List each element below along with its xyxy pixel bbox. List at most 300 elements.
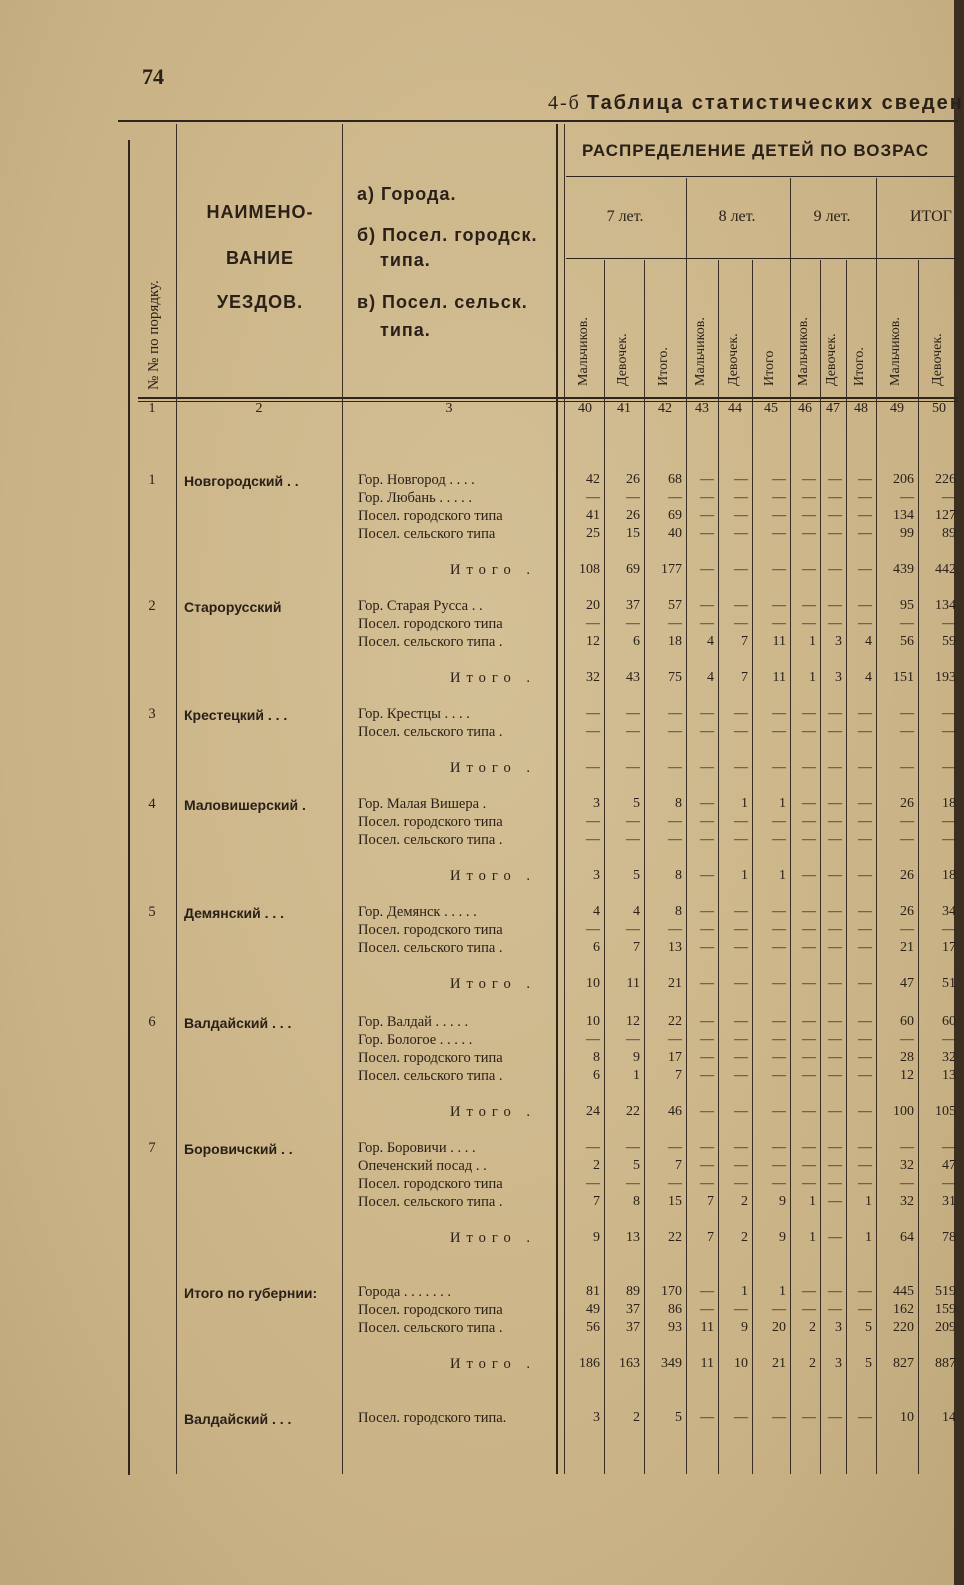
data-cell: — [900,1140,914,1155]
data-cell: — [802,1158,816,1173]
data-cell: 1 [809,1230,816,1245]
column-number: 1 [148,401,156,416]
data-cell: 127 [935,508,956,523]
column-number: 45 [764,401,778,416]
data-cell: — [772,1410,786,1425]
data-cell: — [858,490,872,505]
data-cell: — [900,760,914,775]
data-cell: 47 [900,976,914,991]
data-cell: — [626,1176,640,1191]
data-cell: 56 [900,634,914,649]
data-cell: — [772,1140,786,1155]
data-cell: — [828,760,842,775]
data-cell: — [858,922,872,937]
data-cell: — [772,562,786,577]
data-cell: — [900,832,914,847]
data-cell: 8 [633,1194,640,1209]
data-cell: 9 [633,1050,640,1065]
data-cell: 1 [633,1068,640,1083]
data-cell: 18 [942,868,956,883]
data-cell: 1 [741,1284,748,1299]
data-cell: 32 [942,1050,956,1065]
data-cell: — [900,1032,914,1047]
data-cell: — [586,490,600,505]
data-cell: — [626,832,640,847]
data-cell: 7 [675,1068,682,1083]
data-cell: — [668,1140,682,1155]
data-cell: 26 [900,796,914,811]
data-cell: 10 [900,1410,914,1425]
district-name: Демянский . . . [184,905,285,921]
data-cell: — [626,1140,640,1155]
column-number: 50 [932,401,946,416]
settlement-label: Гор. Крестцы . . . . [358,706,470,722]
data-cell: 1 [779,1284,786,1299]
data-cell: 46 [668,1104,682,1119]
data-cell: — [828,724,842,739]
data-cell: — [734,724,748,739]
data-cell: 159 [935,1302,956,1317]
data-cell: — [802,1050,816,1065]
data-cell: 9 [741,1320,748,1335]
itogo-label: Итого . [450,760,536,776]
data-cell: — [828,616,842,631]
data-cell: — [828,940,842,955]
data-cell: — [626,490,640,505]
data-cell: 20 [586,598,600,613]
data-cell: — [734,598,748,613]
data-cell: — [828,562,842,577]
data-cell: 134 [893,508,914,523]
data-cell: — [734,940,748,955]
data-cell: — [700,1158,714,1173]
data-cell: — [858,832,872,847]
data-cell: — [802,976,816,991]
data-cell: — [734,1104,748,1119]
data-cell: — [586,616,600,631]
data-cell: — [700,1050,714,1065]
data-cell: 15 [626,526,640,541]
data-cell: — [858,796,872,811]
data-cell: 14 [942,1410,956,1425]
data-cell: — [626,1032,640,1047]
data-cell: — [700,922,714,937]
column-number: 47 [826,401,840,416]
data-cell: — [734,1068,748,1083]
district-name: Новгородский . . [184,473,299,489]
itogo-label: Итого . [450,1230,536,1246]
data-cell: — [772,490,786,505]
data-cell: 7 [593,1194,600,1209]
settlement-label: Гор. Старая Русса . . [358,598,483,614]
data-cell: 887 [935,1356,956,1371]
age-rule [566,258,958,259]
sub-column-label: Итого. [852,347,867,386]
data-cell: 7 [707,1194,714,1209]
data-cell: — [700,1284,714,1299]
data-cell: — [700,760,714,775]
data-cell: 11 [772,670,786,685]
settlement-label: Посел. городского типа. [358,1410,507,1426]
data-cell: 78 [942,1230,956,1245]
data-cell: — [772,472,786,487]
column-number: 3 [445,401,453,416]
data-cell: 17 [942,940,956,955]
settlement-label: Гор. Демянск . . . . . [358,904,477,920]
sub-column-label: Итого. [656,347,671,386]
sub-column-label: Итого [762,350,777,386]
data-cell: — [828,1068,842,1083]
data-cell: — [858,1104,872,1119]
itogo-label: Итого . [450,868,536,884]
data-cell: — [668,922,682,937]
data-cell: 439 [893,562,914,577]
data-cell: — [942,706,956,721]
data-cell: 13 [942,1068,956,1083]
data-cell: 64 [900,1230,914,1245]
data-cell: 186 [579,1356,600,1371]
data-cell: — [586,706,600,721]
data-cell: 220 [893,1320,914,1335]
data-cell: — [942,490,956,505]
sub-column-label: Мальчиков. [888,317,903,386]
data-cell: — [858,1140,872,1155]
data-cell: — [828,706,842,721]
data-cell: 5 [633,1158,640,1173]
data-cell: — [668,724,682,739]
data-cell: — [802,1104,816,1119]
divider-num-name [176,124,177,1474]
data-cell: — [802,1068,816,1083]
district-name: Старорусский [184,599,282,615]
data-cell: — [700,526,714,541]
data-cell: — [700,832,714,847]
data-cell: — [828,904,842,919]
data-cell: — [900,1176,914,1191]
data-cell: — [828,598,842,613]
col-name-label-2: ВАНИЕ [225,248,295,268]
sub-column-label: Мальчиков. [693,317,708,386]
sub-column-label: Девочек. [615,333,630,386]
data-cell: — [734,562,748,577]
data-cell: 21 [772,1356,786,1371]
data-cell: 3 [835,670,842,685]
settlement-label: Города . . . . . . . [358,1284,452,1300]
data-cell: — [942,724,956,739]
data-cell: 17 [668,1050,682,1065]
data-cell: 7 [675,1158,682,1173]
data-cell: 89 [626,1284,640,1299]
data-cell: — [802,1410,816,1425]
data-cell: — [858,1032,872,1047]
data-cell: — [772,1158,786,1173]
top-rule [118,120,958,122]
data-cell: — [802,832,816,847]
district-number: 6 [148,1014,156,1030]
data-cell: — [586,922,600,937]
data-cell: 99 [900,526,914,541]
data-cell: — [626,724,640,739]
district-name: Валдайский . . . [184,1015,292,1031]
data-cell: — [942,922,956,937]
data-cell: 18 [942,796,956,811]
data-cell: — [858,472,872,487]
column-number: 49 [890,401,904,416]
data-cell: 5 [675,1410,682,1425]
data-cell: 60 [942,1014,956,1029]
data-cell: 2 [741,1230,748,1245]
data-cell: 2 [809,1320,816,1335]
data-cell: — [772,814,786,829]
data-cell: — [734,904,748,919]
data-cell: — [700,796,714,811]
data-cell: 445 [893,1284,914,1299]
data-cell: 40 [668,526,682,541]
data-cell: — [828,1140,842,1155]
data-cell: 151 [893,670,914,685]
data-cell: — [802,868,816,883]
data-cell: — [858,760,872,775]
data-cell: 9 [779,1230,786,1245]
data-cell: — [858,598,872,613]
district-number: 7 [148,1140,156,1156]
data-cell: — [858,1158,872,1173]
data-cell: 57 [668,598,682,613]
data-cell: — [668,814,682,829]
data-cell: 37 [626,1320,640,1335]
data-cell: 3 [593,1410,600,1425]
column-number: 48 [854,401,868,416]
data-cell: — [734,1158,748,1173]
data-cell: 25 [586,526,600,541]
settlement-label: Посел. городского типа [358,1050,503,1066]
data-cell: — [828,868,842,883]
data-cell: 95 [900,598,914,613]
data-cell: 1 [865,1230,872,1245]
data-cell: 193 [935,670,956,685]
data-cell: — [700,472,714,487]
data-cell: 349 [661,1356,682,1371]
data-cell: 10 [586,1014,600,1029]
data-cell: 1 [741,868,748,883]
data-cell: 10 [586,976,600,991]
data-cell: — [772,1104,786,1119]
sub-column-label: Мальчиков. [796,317,811,386]
data-cell: — [858,562,872,577]
data-cell: 41 [586,508,600,523]
data-cell: 442 [935,562,956,577]
data-cell: — [802,922,816,937]
settlement-label: Посел. сельского типа . [358,724,503,740]
data-cell: — [942,1032,956,1047]
data-cell: 13 [626,1230,640,1245]
data-cell: 105 [935,1104,956,1119]
data-cell: — [734,1140,748,1155]
data-cell: — [734,922,748,937]
data-cell: 59 [942,634,956,649]
data-cell: — [828,1176,842,1191]
data-cell: — [700,1068,714,1083]
data-cell: — [900,724,914,739]
data-cell: — [858,1068,872,1083]
data-cell: — [700,1032,714,1047]
data-cell: — [700,1176,714,1191]
col-type-label-b: б) Посел. городск. [357,225,538,245]
data-cell: — [772,508,786,523]
data-cell: — [700,1140,714,1155]
data-cell: 100 [893,1104,914,1119]
data-cell: — [858,1050,872,1065]
data-cell: 86 [668,1302,682,1317]
sub-column-label: Мальчиков. [576,317,591,386]
data-cell: 21 [668,976,682,991]
data-cell: 26 [626,508,640,523]
data-cell: 12 [626,1014,640,1029]
data-cell: — [900,814,914,829]
data-cell: 5 [633,796,640,811]
data-cell: — [802,1032,816,1047]
page-number: 74 [142,64,164,89]
data-cell: — [734,706,748,721]
data-cell: — [858,1176,872,1191]
age-8: 8 лет. [718,208,756,225]
data-cell: 24 [586,1104,600,1119]
data-cell: 1 [865,1194,872,1209]
data-cell: — [802,706,816,721]
data-cell: 11 [626,976,640,991]
data-cell: — [700,1104,714,1119]
data-cell: 4 [633,904,640,919]
data-cell: 6 [633,634,640,649]
data-cell: — [858,724,872,739]
data-cell: — [802,616,816,631]
data-cell: 26 [900,868,914,883]
data-cell: — [828,1230,842,1245]
table-title [548,92,964,115]
data-cell: 5 [865,1320,872,1335]
data-cell: — [828,490,842,505]
data-cell: — [942,1176,956,1191]
data-cell: 81 [586,1284,600,1299]
data-cell: — [734,1176,748,1191]
divider-type-data [556,124,558,1474]
column-number: 46 [798,401,812,416]
data-cell: — [586,814,600,829]
data-cell: — [828,832,842,847]
data-cell: 49 [586,1302,600,1317]
data-cell: 22 [626,1104,640,1119]
data-cell: 3 [593,796,600,811]
data-cell: 3 [835,1356,842,1371]
data-cell: — [700,1410,714,1425]
data-cell: — [772,706,786,721]
settlement-label: Посел. городского типа [358,1176,503,1192]
data-cell: — [626,760,640,775]
data-cell: 89 [942,526,956,541]
data-cell: — [626,706,640,721]
data-cell: 1 [779,868,786,883]
data-cell: — [700,706,714,721]
data-cell: 7 [741,634,748,649]
data-cell: — [734,1032,748,1047]
settlement-label: Гор. Любань . . . . . [358,490,472,506]
data-cell: 177 [661,562,682,577]
data-cell: — [668,490,682,505]
age-9: 9 лет. [813,208,851,225]
data-cell: 22 [668,1230,682,1245]
data-cell: — [802,562,816,577]
data-cell: 4 [865,634,872,649]
data-cell: 3 [835,634,842,649]
data-cell: 5 [865,1356,872,1371]
data-cell: — [668,832,682,847]
data-cell: — [700,1014,714,1029]
data-cell: — [802,1014,816,1029]
data-cell: — [772,922,786,937]
data-cell: 69 [626,562,640,577]
data-cell: 12 [900,1068,914,1083]
data-cell: 206 [893,472,914,487]
data-cell: — [858,706,872,721]
data-cell: — [942,760,956,775]
data-cell: — [668,616,682,631]
age-7: 7 лет. [606,208,644,225]
settlement-label: Посел. сельского типа . [358,1320,503,1336]
data-cell: 32 [900,1194,914,1209]
district-number: 1 [148,472,156,488]
data-cell: 43 [626,670,640,685]
data-cell: 5 [633,868,640,883]
column-number: 43 [695,401,709,416]
data-cell: — [828,976,842,991]
data-cell: 108 [579,562,600,577]
distribution-rule [566,176,958,177]
district-number: 2 [148,598,156,614]
data-cell: — [942,814,956,829]
data-cell: 28 [900,1050,914,1065]
data-cell: — [802,526,816,541]
col-name-label-1: НАИМЕНО- [206,202,314,222]
district-number: 5 [148,904,156,920]
data-cell: — [828,1104,842,1119]
data-cell: — [734,976,748,991]
col-type-label-a: а) Города. [357,184,457,204]
data-cell: — [858,814,872,829]
data-cell: — [802,508,816,523]
data-cell: — [586,832,600,847]
district-name: Итого по губернии: [184,1285,318,1301]
sub-column-label: Девочек. [824,333,839,386]
data-cell: — [858,976,872,991]
settlement-label: Гор. Малая Вишера . [358,796,487,812]
itogo-label: Итого . [450,976,536,992]
data-cell: — [772,1014,786,1029]
data-cell: 8 [593,1050,600,1065]
data-cell: 8 [675,796,682,811]
data-cell: — [668,760,682,775]
data-cell: — [802,1140,816,1155]
data-cell: 2 [809,1356,816,1371]
data-cell: — [942,616,956,631]
data-cell: — [772,760,786,775]
data-cell: 8 [675,904,682,919]
data-cell: 519 [935,1284,956,1299]
data-cell: — [626,616,640,631]
district-number: 4 [148,796,156,812]
data-cell: 15 [668,1194,682,1209]
data-cell: 1 [809,1194,816,1209]
data-cell: — [828,922,842,937]
